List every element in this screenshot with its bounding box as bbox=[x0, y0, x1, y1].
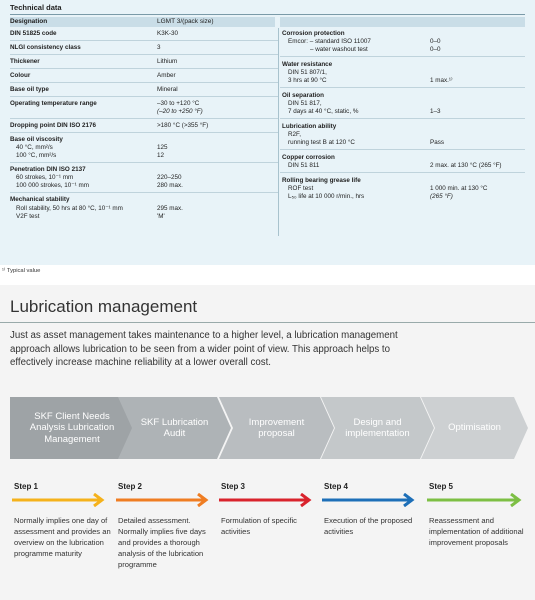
water-din-label: DIN 51 807/1, bbox=[288, 69, 327, 76]
base-oil-40-label: 40 °C, mm²/s bbox=[16, 144, 53, 151]
column-divider bbox=[278, 28, 279, 236]
grease-life-value-f: (265 °F) bbox=[430, 193, 453, 200]
row-dropping-point-label: Dropping point DIN ISO 2176 bbox=[10, 122, 97, 129]
step-4-arrow bbox=[322, 493, 418, 507]
chevron-step-1 bbox=[10, 397, 134, 459]
row-base-oil-type-value: Mineral bbox=[157, 86, 178, 93]
row-nlgi-label: NLGI consistency class bbox=[10, 44, 81, 51]
divider bbox=[280, 56, 525, 57]
step-2-arrow bbox=[116, 493, 212, 507]
base-oil-40-value: 125 bbox=[157, 144, 168, 151]
lubrication-ability-r2f-label: R2F, bbox=[288, 131, 301, 138]
mechanical-stability-title: Mechanical stability bbox=[10, 196, 70, 203]
divider bbox=[10, 82, 278, 83]
grease-life-l50-label: L₅₀ life at 10 000 r/min., hrs bbox=[288, 193, 365, 200]
base-oil-100-value: 12 bbox=[157, 152, 165, 159]
penetration-100k-value: 280 max. bbox=[157, 182, 183, 189]
divider bbox=[10, 132, 278, 133]
chevron-label: Design and implementation bbox=[345, 416, 410, 439]
oil-separation-din-label: DIN 51 817, bbox=[288, 100, 322, 107]
step-4-description: Execution of the proposed activities bbox=[324, 516, 413, 536]
copper-corrosion-title: Copper corrosion bbox=[282, 154, 335, 161]
technical-data-title: Technical data bbox=[10, 3, 62, 12]
divider bbox=[10, 40, 278, 41]
roll-stability-label: Roll stability, 50 hrs at 80 °C, 10⁻¹ mm bbox=[16, 205, 123, 212]
roll-stability-value: 295 max. bbox=[157, 205, 183, 212]
penetration-title: Penetration DIN ISO 2137 bbox=[10, 166, 86, 173]
corrosion-title: Corrosion protection bbox=[282, 30, 345, 37]
divider bbox=[10, 96, 278, 97]
penetration-60-label: 60 strokes, 10⁻¹ mm bbox=[16, 174, 74, 181]
divider bbox=[10, 192, 278, 193]
water-hrs-label: 3 hrs at 90 °C bbox=[288, 77, 327, 84]
chevron-label: Improvement proposal bbox=[248, 416, 305, 439]
chevron-label: SKF Client Needs Analysis Lubrication Management bbox=[29, 410, 115, 445]
v2f-value: 'M' bbox=[157, 213, 165, 220]
row-colour-label: Colour bbox=[10, 72, 31, 79]
step-5-label: Step 5 bbox=[429, 482, 454, 491]
step-5-arrow bbox=[427, 493, 525, 507]
lubrication-ability-test-label: running test B at 120 °C bbox=[288, 139, 355, 146]
step-3-description: Formulation of specific activities bbox=[221, 516, 297, 536]
chevron-step-4 bbox=[321, 397, 434, 459]
grease-life-title: Rolling bearing grease life bbox=[282, 177, 361, 184]
footnote: ¹⁾ Typical value bbox=[2, 268, 41, 274]
divider bbox=[280, 87, 525, 88]
step-2-description: Detailed assessment. Normally implies five days and provides a thorough analysis of the lubrication programme bbox=[118, 516, 206, 569]
grease-life-rof-label: ROF test bbox=[288, 185, 314, 192]
row-din-code-label: DIN 51825 code bbox=[10, 30, 57, 37]
corrosion-washout-label: – water washout test bbox=[310, 46, 368, 53]
step-1-arrow bbox=[12, 493, 108, 507]
row-base-oil-type-label: Base oil type bbox=[10, 86, 49, 93]
divider bbox=[10, 118, 278, 119]
row-din-code-value: K3K-30 bbox=[157, 30, 179, 37]
row-temp-range-value: –30 to +120 °C bbox=[157, 100, 200, 107]
step-5-description: Reassessment and implementation of additional improvement proposals bbox=[429, 516, 524, 547]
process-chevrons bbox=[0, 397, 535, 461]
step-1-label: Step 1 bbox=[14, 482, 39, 491]
divider bbox=[10, 68, 278, 69]
chevron-step-2 bbox=[118, 397, 231, 459]
row-colour-value: Amber bbox=[157, 72, 176, 79]
penetration-60-value: 220–250 bbox=[157, 174, 182, 181]
chevron-label: SKF Lubrication Audit bbox=[140, 416, 209, 439]
oil-separation-days-label: 7 days at 40 °C, static, % bbox=[288, 108, 359, 115]
header-product: LGMT 3/(pack size) bbox=[145, 17, 275, 27]
divider bbox=[280, 172, 525, 173]
divider bbox=[10, 54, 278, 55]
header-designation: Designation bbox=[10, 17, 145, 27]
step-4-label: Step 4 bbox=[324, 482, 349, 491]
corrosion-emcor-label: Emcor: – standard ISO 11007 bbox=[288, 38, 371, 45]
divider bbox=[10, 14, 525, 15]
grease-life-value: 1 000 min. at 130 °C bbox=[430, 185, 488, 192]
lubrication-ability-title: Lubrication ability bbox=[282, 123, 337, 130]
divider bbox=[0, 322, 535, 323]
copper-corrosion-value: 2 max. at 130 °C (265 °F) bbox=[430, 162, 502, 169]
v2f-label: V2F test bbox=[16, 213, 40, 220]
row-temp-range-value-f: (–20 to +250 °F) bbox=[157, 108, 203, 115]
step-2-label: Step 2 bbox=[118, 482, 143, 491]
lubrication-ability-value: Pass bbox=[430, 139, 444, 146]
divider bbox=[280, 149, 525, 150]
chevron-step-3 bbox=[219, 397, 334, 459]
base-oil-viscosity-title: Base oil viscosity bbox=[10, 136, 63, 143]
row-thickener-value: Lithium bbox=[157, 58, 178, 65]
water-resistance-title: Water resistance bbox=[282, 61, 333, 68]
step-1-description: Normally implies one day of assessment and provides an overview on the lubrication programme maturity bbox=[14, 516, 111, 558]
corrosion-emcor-value: 0–0 bbox=[430, 38, 441, 45]
base-oil-100-label: 100 °C, mm²/s bbox=[16, 152, 57, 159]
lubrication-management-panel bbox=[0, 285, 535, 600]
divider bbox=[280, 118, 525, 119]
oil-separation-title: Oil separation bbox=[282, 92, 324, 99]
water-value: 1 max.¹⁾ bbox=[430, 77, 453, 84]
row-nlgi-value: 3 bbox=[157, 44, 161, 51]
chevron-step-5 bbox=[421, 397, 528, 459]
step-3-arrow bbox=[219, 493, 315, 507]
copper-corrosion-din-label: DIN 51 811 bbox=[288, 162, 320, 169]
technical-data-panel bbox=[0, 0, 535, 265]
intro-paragraph: Just as asset management takes maintenance to a higher level, a lubrication management approach allows lubrication to be seen from a wider point of view. This approach helps to effectively increase machine reliability at a lower overall cost. bbox=[10, 330, 398, 368]
section-title: Lubrication management bbox=[10, 297, 198, 316]
header-right bbox=[280, 17, 525, 27]
row-thickener-label: Thickener bbox=[10, 58, 40, 65]
row-temp-range-label: Operating temperature range bbox=[10, 100, 97, 107]
divider bbox=[10, 162, 278, 163]
penetration-100k-label: 100 000 strokes, 10⁻¹ mm bbox=[16, 182, 89, 189]
corrosion-washout-value: 0–0 bbox=[430, 46, 441, 53]
chevron-label: Optimisation bbox=[448, 422, 501, 434]
row-dropping-point-value: >180 °C (>355 °F) bbox=[157, 122, 209, 129]
step-3-label: Step 3 bbox=[221, 482, 246, 491]
oil-separation-value: 1–3 bbox=[430, 108, 441, 115]
